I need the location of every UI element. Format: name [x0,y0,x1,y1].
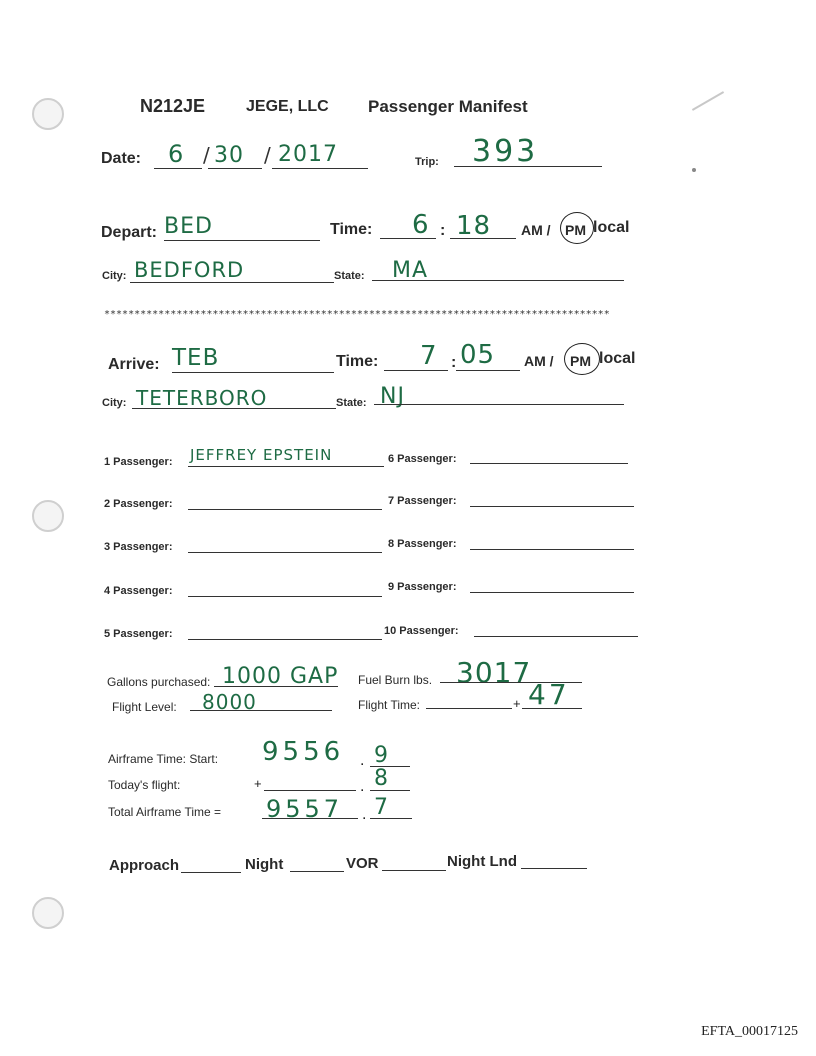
depart-line [164,240,320,241]
passenger-1-label: 1 Passenger: [104,456,173,468]
passenger-4-label: 4 Passenger: [104,585,173,597]
header-company: JEGE, LLC [246,98,329,115]
separator-stars: ************************************************************************************ [104,309,610,320]
scan-mark-scribble [692,91,724,111]
date-month: 6 [168,140,185,168]
date-year-line [272,168,368,169]
arrive-local: local [599,350,636,367]
arrive-am: AM / [524,353,554,369]
todays-flight-tenth-line [370,790,410,791]
date-label: Date: [101,150,142,167]
todays-flight-plus: + [254,776,262,791]
passenger-5-label: 5 Passenger: [104,628,173,640]
arrive-minute-line [456,370,520,371]
depart-time-label: Time: [330,221,373,238]
night-line [290,871,344,872]
flight-level-line [190,710,332,711]
binder-hole-bottom [32,897,64,929]
approach-label: Approach [109,857,180,874]
passenger-6-label: 6 Passenger: [388,453,457,465]
arrive-hour-line [384,370,448,371]
total-airframe-tenth: 7 [374,795,389,820]
passenger-9-line [470,592,634,593]
airframe-start-dot: . [360,752,365,769]
binder-hole-top [32,98,64,130]
night-lnd-label: Night Lnd [447,853,517,870]
header-title: Passenger Manifest [368,97,528,116]
date-day-line [208,168,262,169]
date-year: 2017 [278,142,338,167]
passenger-8-line [470,549,634,550]
passenger-4-line [188,596,382,597]
binder-hole-middle [32,500,64,532]
arrive-minute: 05 [460,340,496,370]
arrive-time-label: Time: [336,353,379,370]
depart-state-line [372,280,624,281]
passenger-3-line [188,552,382,553]
passenger-3-label: 3 Passenger: [104,541,173,553]
gallons-value: 1000 GAP [222,664,339,689]
passenger-2-line [188,509,382,510]
passenger-1-line [188,466,384,467]
header-tail: N212JE [140,96,206,116]
depart-state-label: State: [334,270,365,282]
arrive-pm: PM [570,353,591,369]
passenger-6-line [470,463,628,464]
arrive-hour: 7 [420,341,438,371]
fuel-burn-value: 3017 [456,656,532,689]
scan-mark-dot [692,168,696,172]
bates-number: EFTA_00017125 [701,1024,798,1039]
date-sep-2: / [264,143,272,167]
airframe-start-label: Airframe Time: Start: [108,752,219,766]
flight-level-value: 8000 [202,690,257,714]
depart-hour: 6 [412,210,430,240]
vor-line [382,870,446,871]
flight-time-line [426,708,512,709]
date-month-line [154,168,202,169]
airframe-start-whole: 9556 [262,737,345,767]
total-airframe-whole: 9557 [266,795,344,823]
arrive-state-line [374,404,624,405]
trip-label: Trip: [415,156,439,168]
flight-time-value-line [522,708,582,709]
passenger-7-line [470,506,634,507]
depart-label: Depart: [101,224,158,241]
total-airframe-label: Total Airframe Time = [108,805,222,819]
depart-city: BEDFORD [134,258,245,282]
airframe-start-tenth: 9 [374,743,389,768]
flight-time-value: 47 [528,678,570,711]
arrive-city: TETERBORO [136,386,268,410]
night-lnd-line [521,868,587,869]
total-airframe-dot: . [362,806,367,823]
vor-label: VOR [346,855,379,872]
passenger-2-label: 2 Passenger: [104,498,173,510]
passenger-10-label: 10 Passenger: [384,625,459,637]
todays-flight-dot: . [360,778,365,795]
todays-flight-tenth: 8 [374,766,389,791]
passenger-8-label: 8 Passenger: [388,538,457,550]
depart-local: local [593,219,630,236]
arrive-value: TEB [172,345,220,371]
depart-city-label: City: [102,270,127,282]
arrive-colon: : [451,354,457,371]
arrive-line [172,372,334,373]
flight-time-plus: + [513,696,521,711]
passenger-10-line [474,636,638,637]
gallons-line [214,686,338,687]
arrive-city-line [132,408,336,409]
depart-minute: 18 [456,211,492,241]
gallons-label: Gallons purchased: [107,675,211,689]
passenger-5-line [188,639,382,640]
flight-time-label: Flight Time: [358,698,421,712]
fuel-burn-label: Fuel Burn lbs. [358,673,433,687]
passenger-9-label: 9 Passenger: [388,581,457,593]
depart-value: BED [164,214,213,239]
depart-hour-line [380,238,436,239]
date-sep-1: / [203,143,211,167]
trip-value: 393 [472,134,539,169]
passenger-1-name: JEFFREY EPSTEIN [190,446,333,464]
arrive-city-label: City: [102,397,127,409]
depart-pm: PM [565,222,586,238]
depart-am: AM / [521,222,551,238]
arrive-state-label: State: [336,397,367,409]
passenger-7-label: 7 Passenger: [388,495,457,507]
todays-flight-line [264,790,356,791]
total-airframe-tenth-line [370,818,412,819]
date-day: 30 [214,143,244,168]
depart-colon: : [440,222,446,239]
todays-flight-label: Today's flight: [108,778,181,792]
trip-line [454,166,602,167]
approach-line [181,872,241,873]
flight-level-label: Flight Level: [112,700,177,714]
depart-minute-line [450,238,516,239]
depart-state: MA [392,258,429,283]
night-label: Night [245,856,284,873]
arrive-label: Arrive: [108,356,160,373]
depart-city-line [130,282,334,283]
arrive-state: NJ [380,384,405,409]
total-airframe-line [262,818,358,819]
